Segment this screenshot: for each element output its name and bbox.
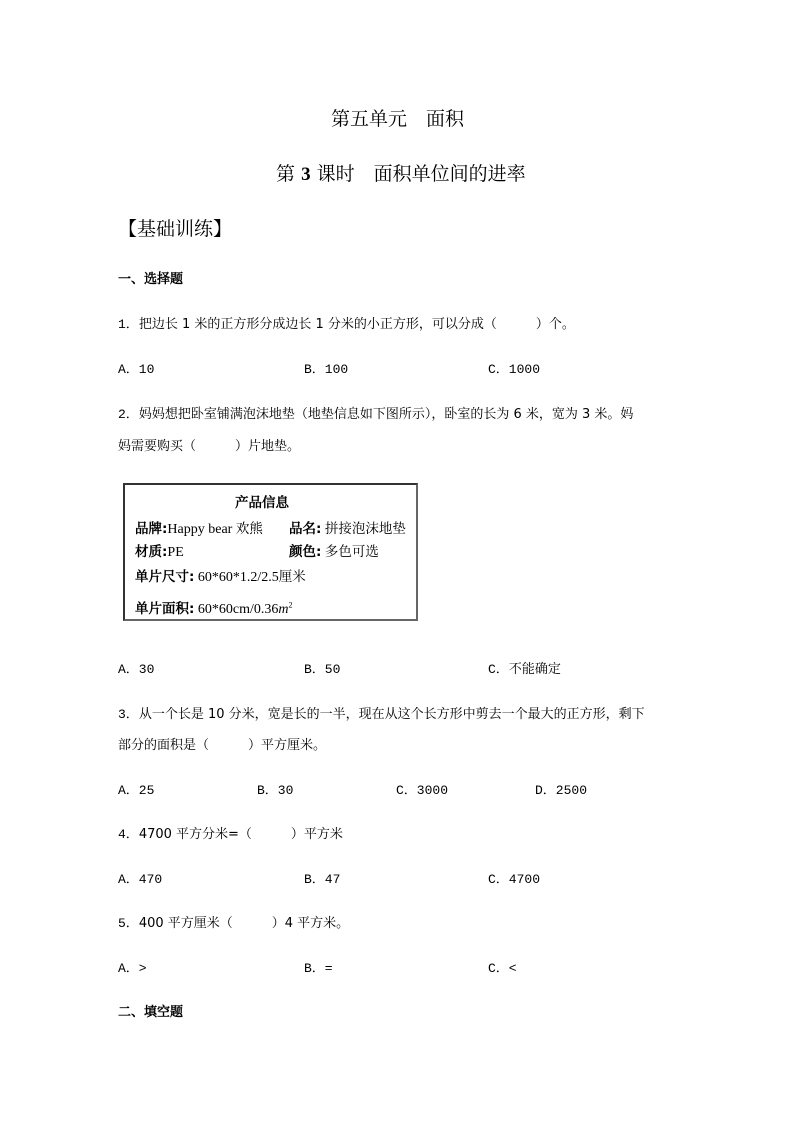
option-c-letter: C． xyxy=(488,662,509,677)
option-c: C．1000 xyxy=(488,362,541,377)
color-row xyxy=(289,540,379,561)
material-label: 材质: xyxy=(135,544,168,560)
question-text: 从一个长是 10 分米，宽是长的一半，现在从这个长方形中剪去一个最大的正方形，剩下 xyxy=(138,707,645,722)
brand-value-cn: 欢熊 xyxy=(235,521,263,537)
option-c: C．3000 xyxy=(396,783,449,798)
question-number: 3． xyxy=(118,707,139,722)
area-exponent: 2 xyxy=(288,600,293,610)
option-c-text: 不能确定 xyxy=(508,662,561,677)
question-text: 400 平方厘米（ ）4 平方米。 xyxy=(138,916,350,931)
question-3-line-1 xyxy=(118,703,645,722)
info-box-title: 产品信息 xyxy=(235,495,289,511)
option-b: B．47 xyxy=(304,872,341,887)
question-number: 5． xyxy=(118,916,139,931)
size-value: 60*60*1.2/2.5 xyxy=(197,570,279,585)
question-2-line-2: 妈需要购买（ ）片地垫。 xyxy=(118,439,301,454)
area-row xyxy=(135,597,293,618)
training-heading: 【基础训练】 xyxy=(118,218,233,240)
material-value: PE xyxy=(167,545,184,560)
option-c: C．4700 xyxy=(488,872,541,887)
option-a: A．470 xyxy=(118,872,163,887)
question-1 xyxy=(118,313,575,332)
question-number: 4． xyxy=(118,827,139,842)
unit-title: 第五单元 面积 xyxy=(331,108,465,130)
lesson-suffix: 课时 面积单位间的进率 xyxy=(316,163,526,185)
material-row xyxy=(135,540,184,561)
size-row xyxy=(135,565,306,586)
option-b: B．50 xyxy=(304,662,341,677)
question-5 xyxy=(118,912,349,931)
question-text: 4700 平方分米=（ ）平方米 xyxy=(138,827,343,842)
size-label: 单片尺寸: xyxy=(135,569,195,585)
product-name-label: 品名: xyxy=(289,521,322,537)
color-label: 颜色: xyxy=(289,544,322,560)
product-info-box xyxy=(123,483,418,621)
question-3-line-2: 部分的面积是（ ）平方厘米。 xyxy=(118,738,327,753)
area-value: 60*60cm/0.36 xyxy=(197,602,279,617)
area-label: 单片面积: xyxy=(135,601,195,617)
brand-row xyxy=(135,517,263,538)
option-c xyxy=(488,658,561,677)
lesson-prefix: 第 xyxy=(276,163,296,185)
brand-value-en: Happy bear xyxy=(167,522,233,537)
product-name-value: 拼接泡沫地垫 xyxy=(324,521,406,537)
question-4 xyxy=(118,823,343,842)
option-b: B．= xyxy=(304,961,333,976)
question-number: 1． xyxy=(118,317,139,332)
option-a: A．30 xyxy=(118,662,155,677)
question-2-line-1 xyxy=(118,403,633,422)
product-name-row xyxy=(289,517,406,538)
option-c: C．< xyxy=(488,961,517,976)
option-b: B．30 xyxy=(257,783,294,798)
option-a: A．> xyxy=(118,961,147,976)
color-value: 多色可选 xyxy=(324,544,379,560)
section-heading-fill-in: 二、填空题 xyxy=(118,1005,184,1020)
lesson-number: 3 xyxy=(301,164,311,185)
area-unit: m xyxy=(278,602,289,617)
option-b: B．100 xyxy=(304,362,349,377)
section-heading-choice: 一、选择题 xyxy=(118,272,184,287)
option-a: A．25 xyxy=(118,783,155,798)
option-d: D．2500 xyxy=(535,783,588,798)
question-number: 2． xyxy=(118,407,139,422)
size-unit: 厘米 xyxy=(278,569,306,585)
brand-label: 品牌: xyxy=(135,521,168,537)
question-text: 妈妈想把卧室铺满泡沫地垫（地垫信息如下图所示），卧室的长为 6 米，宽为 3 米。妈 xyxy=(138,407,634,422)
lesson-title xyxy=(276,159,526,186)
question-text: 把边长 1 米的正方形分成边长 1 分米的小正方形，可以分成（ ）个。 xyxy=(138,317,575,332)
option-a: A．10 xyxy=(118,362,155,377)
